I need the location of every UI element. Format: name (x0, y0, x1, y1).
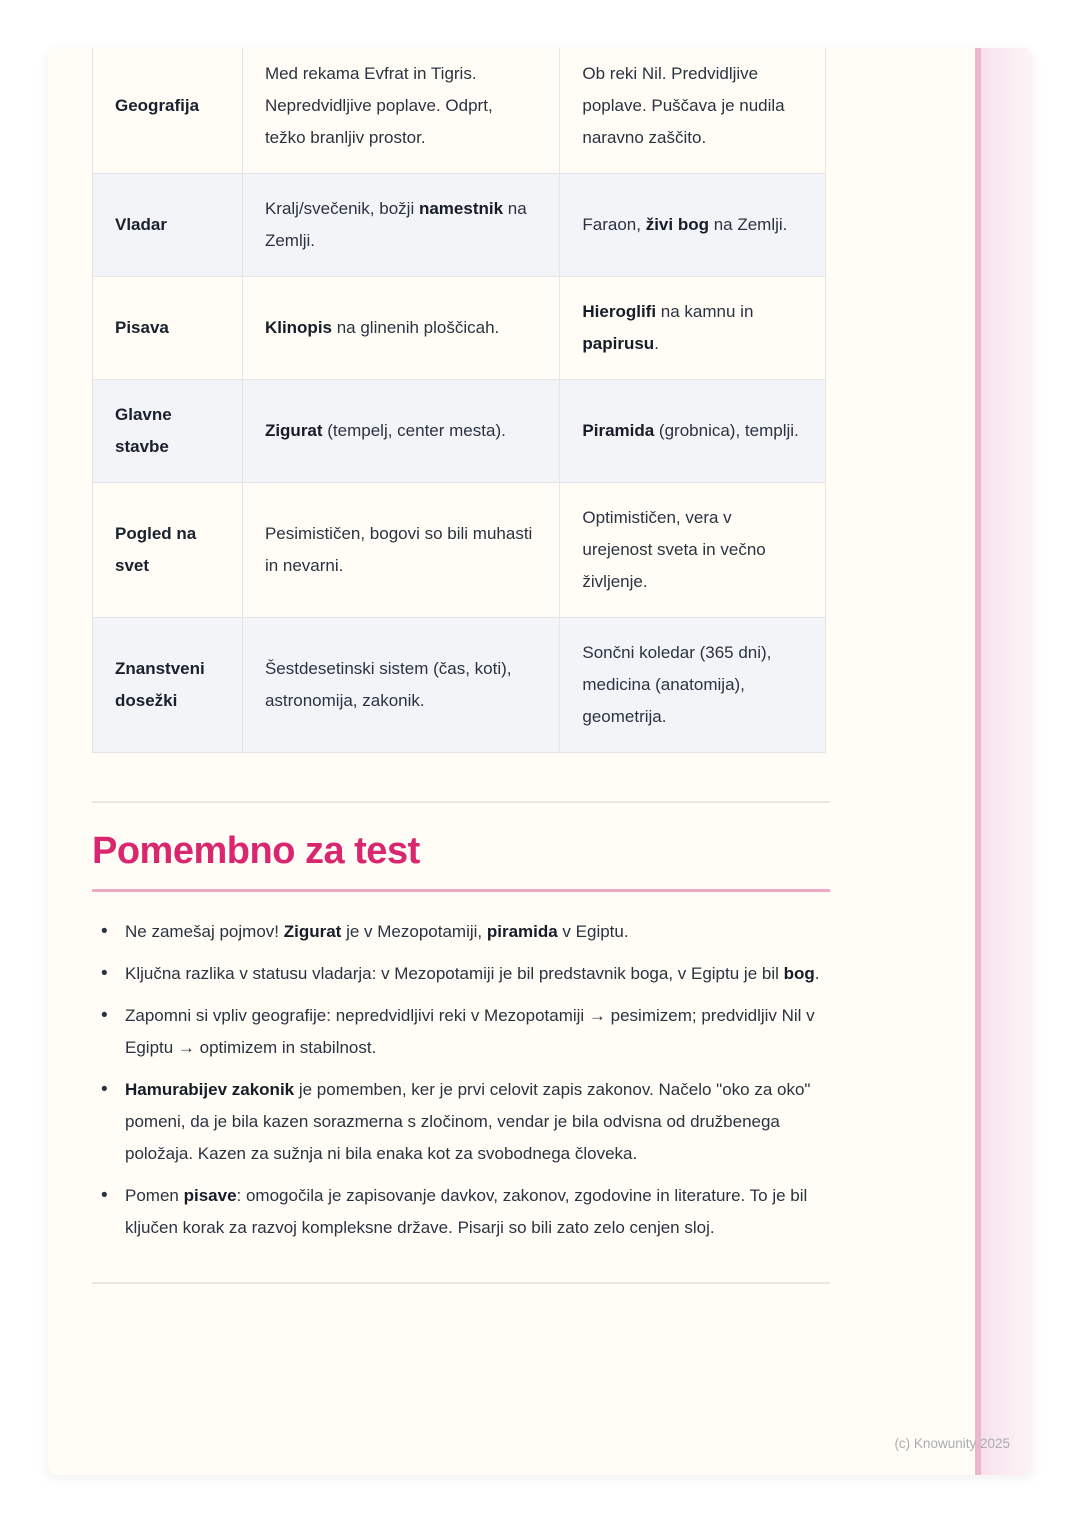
mesopotamia-cell: Šestdesetinski sistem (čas, koti), astronomija, zakonik. (242, 618, 559, 753)
row-label: Vladar (93, 174, 243, 277)
egypt-cell: Faraon, živi bog na Zemlji. (560, 174, 826, 277)
mesopotamia-cell: Pesimističen, bogovi so bili muhasti in nevarni. (242, 483, 559, 618)
list-item: • Pomen pisave: omogočila je zapisovanje davkov, zakonov, zgodovine in literature. To je bil ključen korak za razvoj kompleksne države. Pisarji so bili zato zelo cenjen sloj. (92, 1180, 830, 1244)
table-row (93, 483, 826, 618)
row-label: Znanstveni dosežki (93, 618, 243, 753)
page-right-pink-band (975, 48, 1032, 1475)
egypt-cell: Ob reki Nil. Predvidljive poplave. Puščava je nudila naravno zaščito. (560, 48, 826, 174)
row-label: Pisava (93, 277, 243, 380)
table-row (93, 380, 826, 483)
egypt-cell: Piramida (grobnica), templji. (560, 380, 826, 483)
section-divider (92, 801, 830, 803)
list-item: • Hamurabijev zakonik je pomemben, ker je prvi celovit zapis zakonov. Načelo "oko za oko" pomeni, da je bila kazen sorazmerna s zločinom, vendar je bila odvisna od družbenega položaja. Kazen za sužnja ni bila enaka kot za svobodnega človeka. (92, 1074, 830, 1170)
egypt-cell: Hieroglifi na kamnu in papirusu. (560, 277, 826, 380)
mesopotamia-cell: Klinopis na glinenih ploščicah. (242, 277, 559, 380)
egypt-cell: Optimističen, vera v urejenost sveta in večno življenje. (560, 483, 826, 618)
table-row (93, 618, 826, 753)
table-row (93, 277, 826, 380)
list-item: • Zapomni si vpliv geografije: nepredvidljivi reki v Mezopotamiji → pesimizem; predvidljiv Nil v Egiptu → optimizem in stabilnost. (92, 1000, 830, 1064)
table-row (93, 174, 826, 277)
title-underline (92, 889, 830, 892)
list-item: • Ne zamešaj pojmov! Zigurat je v Mezopotamiji, piramida v Egiptu. (92, 916, 830, 948)
row-label: Geografija (93, 48, 243, 174)
table-row (93, 48, 826, 174)
copyright-watermark: (c) Knowunity 2025 (894, 1436, 1010, 1451)
page-content (92, 48, 830, 1284)
egypt-cell: Sončni koledar (365 dni), medicina (anatomija), geometrija. (560, 618, 826, 753)
mesopotamia-cell: Zigurat (tempelj, center mesta). (242, 380, 559, 483)
mesopotamia-cell: Med rekama Evfrat in Tigris. Nepredvidljive poplave. Odprt, težko branljiv prostor. (242, 48, 559, 174)
list-item: • Ključna razlika v statusu vladarja: v Mezopotamiji je bil predstavnik boga, v Egiptu je bil bog. (92, 958, 830, 990)
important-notes-list (92, 916, 830, 1244)
document-page (48, 48, 1032, 1475)
mesopotamia-cell: Kralj/svečenik, božji namestnik na Zemlji. (242, 174, 559, 277)
section-divider (92, 1282, 830, 1284)
row-label: Pogled na svet (93, 483, 243, 618)
comparison-table (92, 48, 826, 753)
section-title: Pomembno za test (92, 830, 420, 872)
row-label: Glavne stavbe (93, 380, 243, 483)
